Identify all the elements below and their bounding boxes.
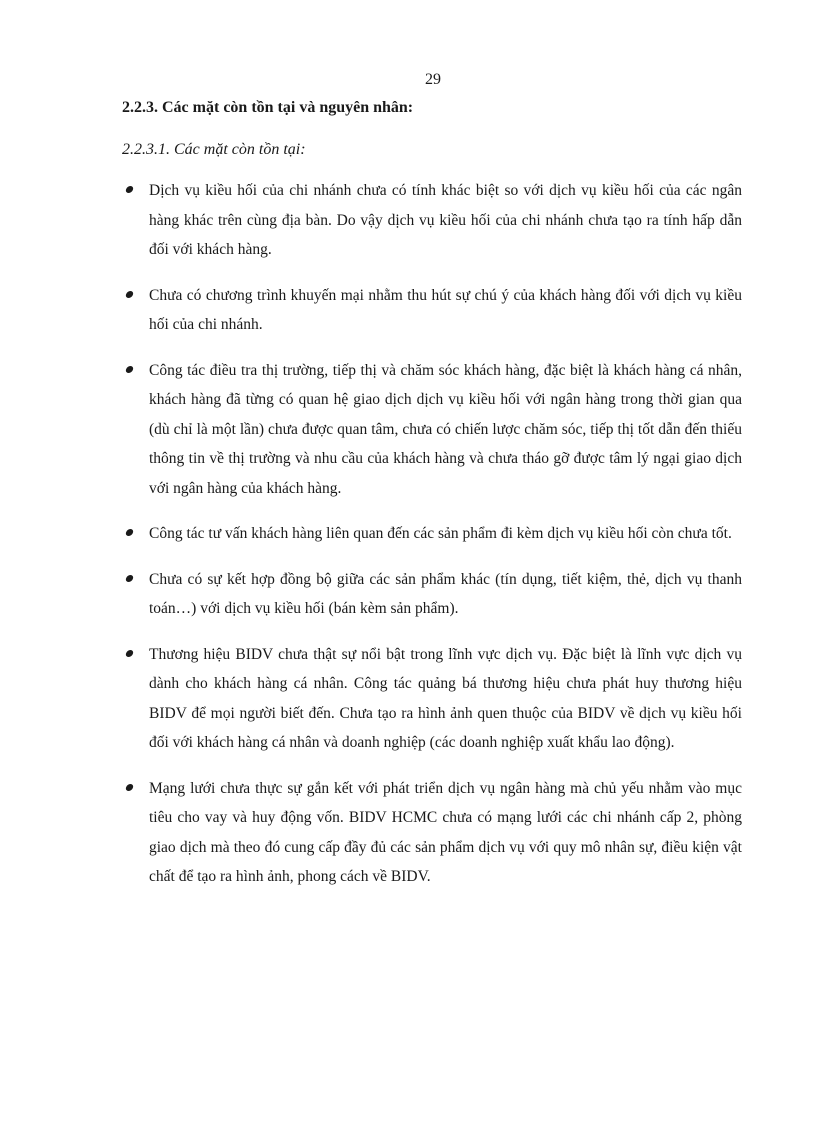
- list-item-text: Mạng lưới chưa thực sự gắn kết với phát triển dịch vụ ngân hàng mà chủ yếu nhằm vào mục tiêu cho vay và huy động vốn. BIDV HCMC chưa có mạng lưới các chi nhánh cấp 2, phòng giao dịch mà theo đó cung cấp đầy đủ các sản phẩm dịch vụ với quy mô nhân sự, điều kiện vật chất để tạo ra hình ảnh, phong cách về BIDV.: [149, 779, 742, 885]
- list-item: [122, 281, 742, 340]
- document-body: [122, 96, 742, 908]
- bullet-icon: [125, 186, 134, 193]
- list-item: [122, 519, 742, 549]
- bullet-icon: [125, 575, 134, 582]
- subsection-heading: 2.2.3.1. Các mặt còn tồn tại:: [122, 141, 306, 158]
- bullet-icon: [125, 291, 134, 298]
- bullet-icon: [125, 650, 134, 657]
- issues-list: [122, 176, 742, 892]
- bullet-icon: [125, 366, 134, 373]
- page-number: 29: [425, 71, 441, 88]
- bullet-icon: [125, 529, 134, 536]
- list-item: [122, 640, 742, 758]
- list-item-text: Chưa có sự kết hợp đồng bộ giữa các sản phẩm khác (tín dụng, tiết kiệm, thẻ, dịch vụ thanh toán…) với dịch vụ kiều hối (bán kèm sản phẩm).: [149, 570, 742, 617]
- section-heading: 2.2.3. Các mặt còn tồn tại và nguyên nhân:: [122, 99, 414, 116]
- list-item-text: Thương hiệu BIDV chưa thật sự nổi bật trong lĩnh vực dịch vụ. Đặc biệt là lĩnh vực dịch vụ dành cho khách hàng cá nhân. Công tác quảng bá thương hiệu chưa phát huy thương hiệu BIDV để mọi người biết đến. Chưa tạo ra hình ảnh quen thuộc của BIDV về dịch vụ kiều hối đối với khách hàng cá nhân và doanh nghiệp (các doanh nghiệp xuất khẩu lao động).: [149, 645, 742, 751]
- list-item: [122, 176, 742, 265]
- list-item: [122, 356, 742, 504]
- bullet-icon: [125, 784, 134, 791]
- list-item-text: Chưa có chương trình khuyến mại nhằm thu hút sự chú ý của khách hàng đối với dịch vụ kiều hối của chi nhánh.: [149, 286, 742, 333]
- list-item-text: Công tác tư vấn khách hàng liên quan đến các sản phẩm đi kèm dịch vụ kiều hối còn chưa tốt.: [149, 525, 732, 542]
- list-item: [122, 565, 742, 624]
- list-item: [122, 774, 742, 892]
- list-item-text: Công tác điều tra thị trường, tiếp thị và chăm sóc khách hàng, đặc biệt là khách hàng cá nhân, khách hàng đã từng có quan hệ giao dịch dịch vụ kiều hối với ngân hàng trong thời gian qua (dù chỉ là một lần) chưa được quan tâm, chưa có chiến lược chăm sóc, tiếp thị tốt dẫn đến thiếu thông tin về thị trường và nhu cầu của khách hàng và chưa tháo gỡ được tâm lý ngại giao dịch với ngân hàng của khách hàng.: [149, 361, 742, 497]
- list-item-text: Dịch vụ kiều hối của chi nhánh chưa có tính khác biệt so với dịch vụ kiều hối của các ngân hàng khác trên cùng địa bàn. Do vậy dịch vụ kiều hối của chi nhánh chưa tạo ra tính hấp dẫn đối với khách hàng.: [149, 182, 742, 258]
